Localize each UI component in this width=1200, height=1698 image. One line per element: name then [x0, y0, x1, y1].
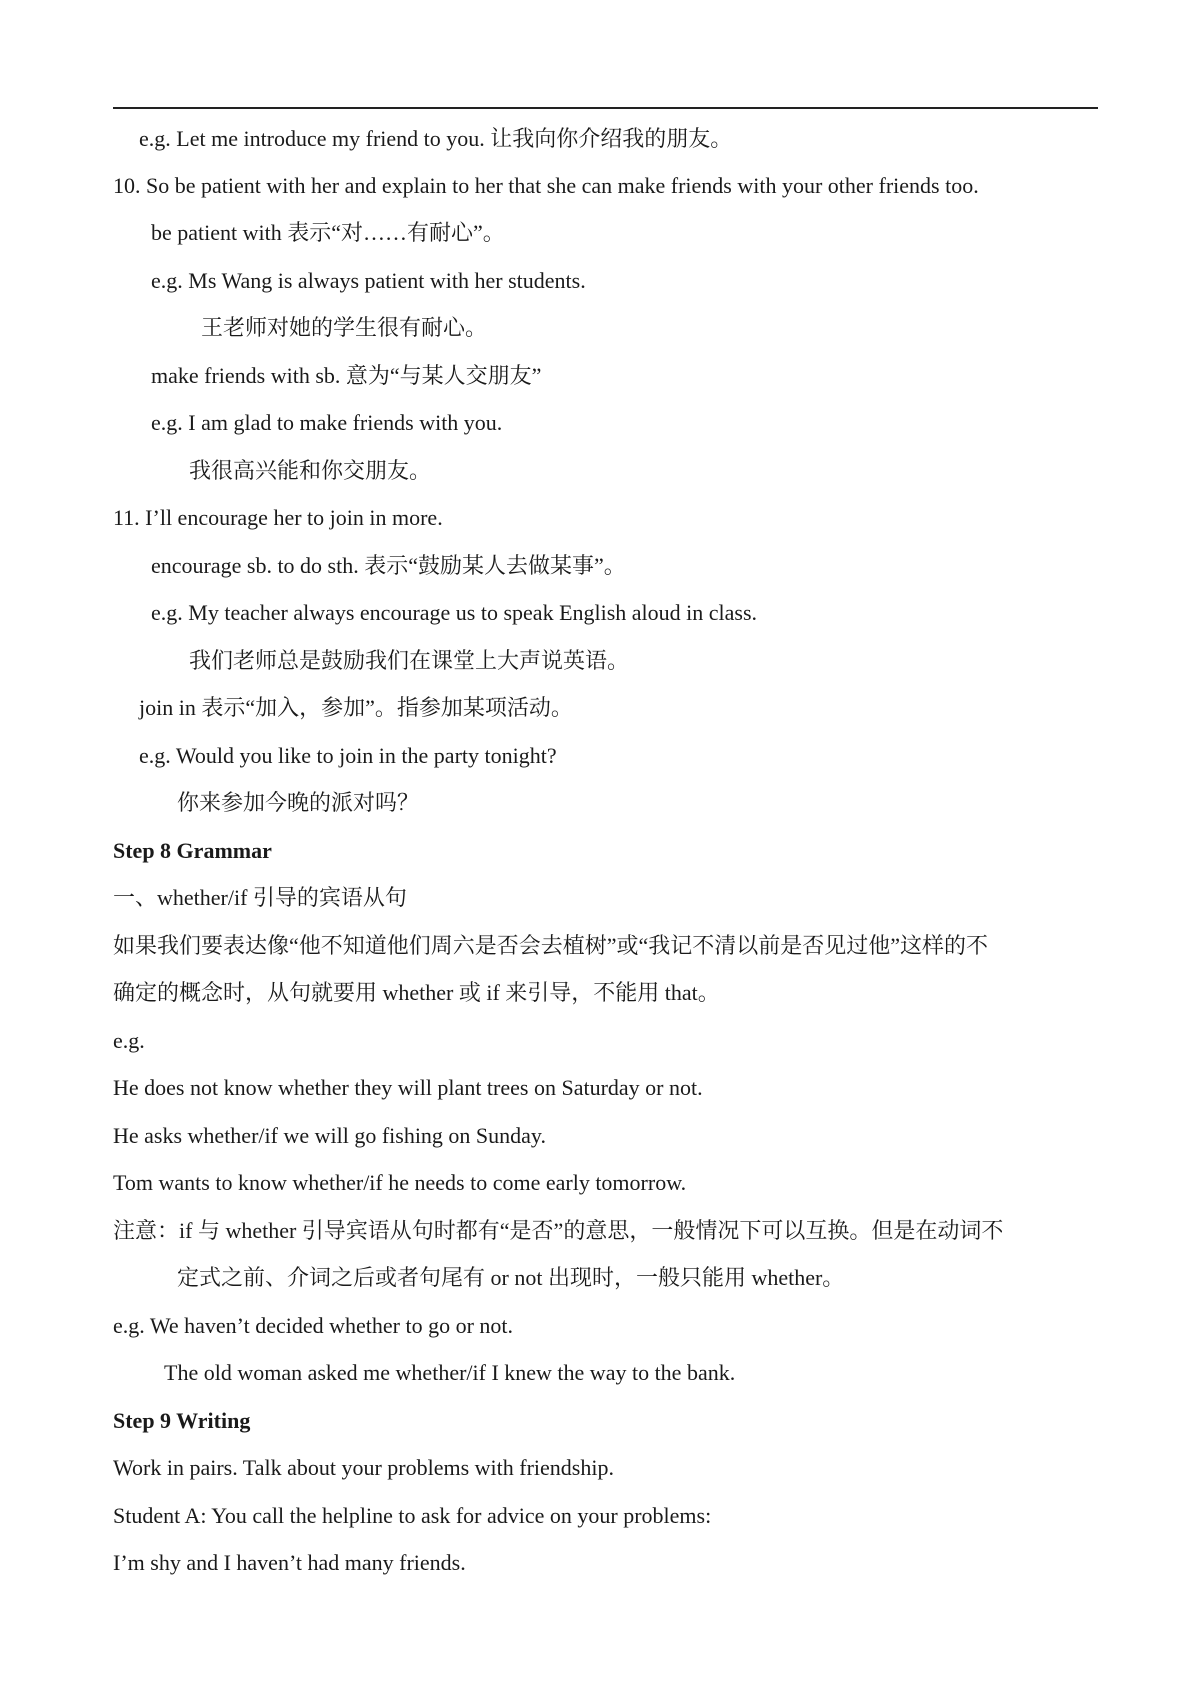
text-line: 10. So be patient with her and explain to her that she can make friends with your other friends too.: [113, 173, 979, 198]
text-line: e.g. Would you like to join in the party tonight?: [139, 743, 557, 768]
text-line: Student A: You call the helpline to ask for advice on your problems:: [113, 1503, 712, 1528]
text-line: make friends with sb. 意为“与某人交朋友”: [151, 363, 542, 388]
text-line: e.g. My teacher always encourage us to speak English aloud in class.: [151, 600, 758, 625]
text-line: e.g. We haven’t decided whether to go or not.: [113, 1313, 514, 1338]
text-line: e.g. Ms Wang is always patient with her students.: [151, 268, 586, 293]
section-heading: Step 8 Grammar: [113, 838, 272, 863]
text-line: 定式之前、介词之后或者句尾有 or not 出现时，一般只能用 whether。: [177, 1265, 845, 1290]
text-line: The old woman asked me whether/if I knew the way to the bank.: [164, 1360, 736, 1385]
text-line: 你来参加今晚的派对吗？: [177, 790, 420, 815]
text-line: 注意：if 与 whether 引导宾语从句时都有“是否”的意思，一般情况下可以互换。但是在动词不: [113, 1218, 1004, 1243]
text-line: 一、whether/if 引导的宾语从句: [113, 885, 407, 910]
text-line: 确定的概念时，从句就要用 whether 或 if 来引导，不能用 that。: [113, 980, 720, 1005]
text-line: 我很高兴能和你交朋友。: [189, 458, 432, 483]
text-line: be patient with 表示“对……有耐心”。: [151, 220, 505, 245]
text-line: e.g.: [113, 1028, 145, 1053]
text-line: 王老师对她的学生很有耐心。: [201, 315, 488, 340]
text-line: He does not know whether they will plant trees on Saturday or not.: [113, 1075, 703, 1100]
text-line: encourage sb. to do sth. 表示“鼓励某人去做某事”。: [151, 553, 626, 578]
text-line: Work in pairs. Talk about your problems with friendship.: [113, 1455, 614, 1480]
text-line: 我们老师总是鼓励我们在课堂上大声说英语。: [189, 648, 630, 673]
section-heading: Step 9 Writing: [113, 1408, 251, 1433]
text-line: join in 表示“加入，参加”。指参加某项活动。: [139, 695, 573, 720]
text-line: He asks whether/if we will go fishing on Sunday.: [113, 1123, 547, 1148]
text-line: e.g. Let me introduce my friend to you. 让我向你介绍我的朋友。: [139, 126, 733, 151]
text-line: e.g. I am glad to make friends with you.: [151, 410, 503, 435]
text-line: 如果我们要表达像“他不知道他们周六是否会去植树”或“我记不清以前是否见过他”这样的不: [113, 933, 989, 958]
header-rule: [113, 107, 1098, 109]
text-line: Tom wants to know whether/if he needs to come early tomorrow.: [113, 1170, 687, 1195]
text-line: 11. I’ll encourage her to join in more.: [113, 505, 443, 530]
text-line: I’m shy and I haven’t had many friends.: [113, 1550, 466, 1575]
